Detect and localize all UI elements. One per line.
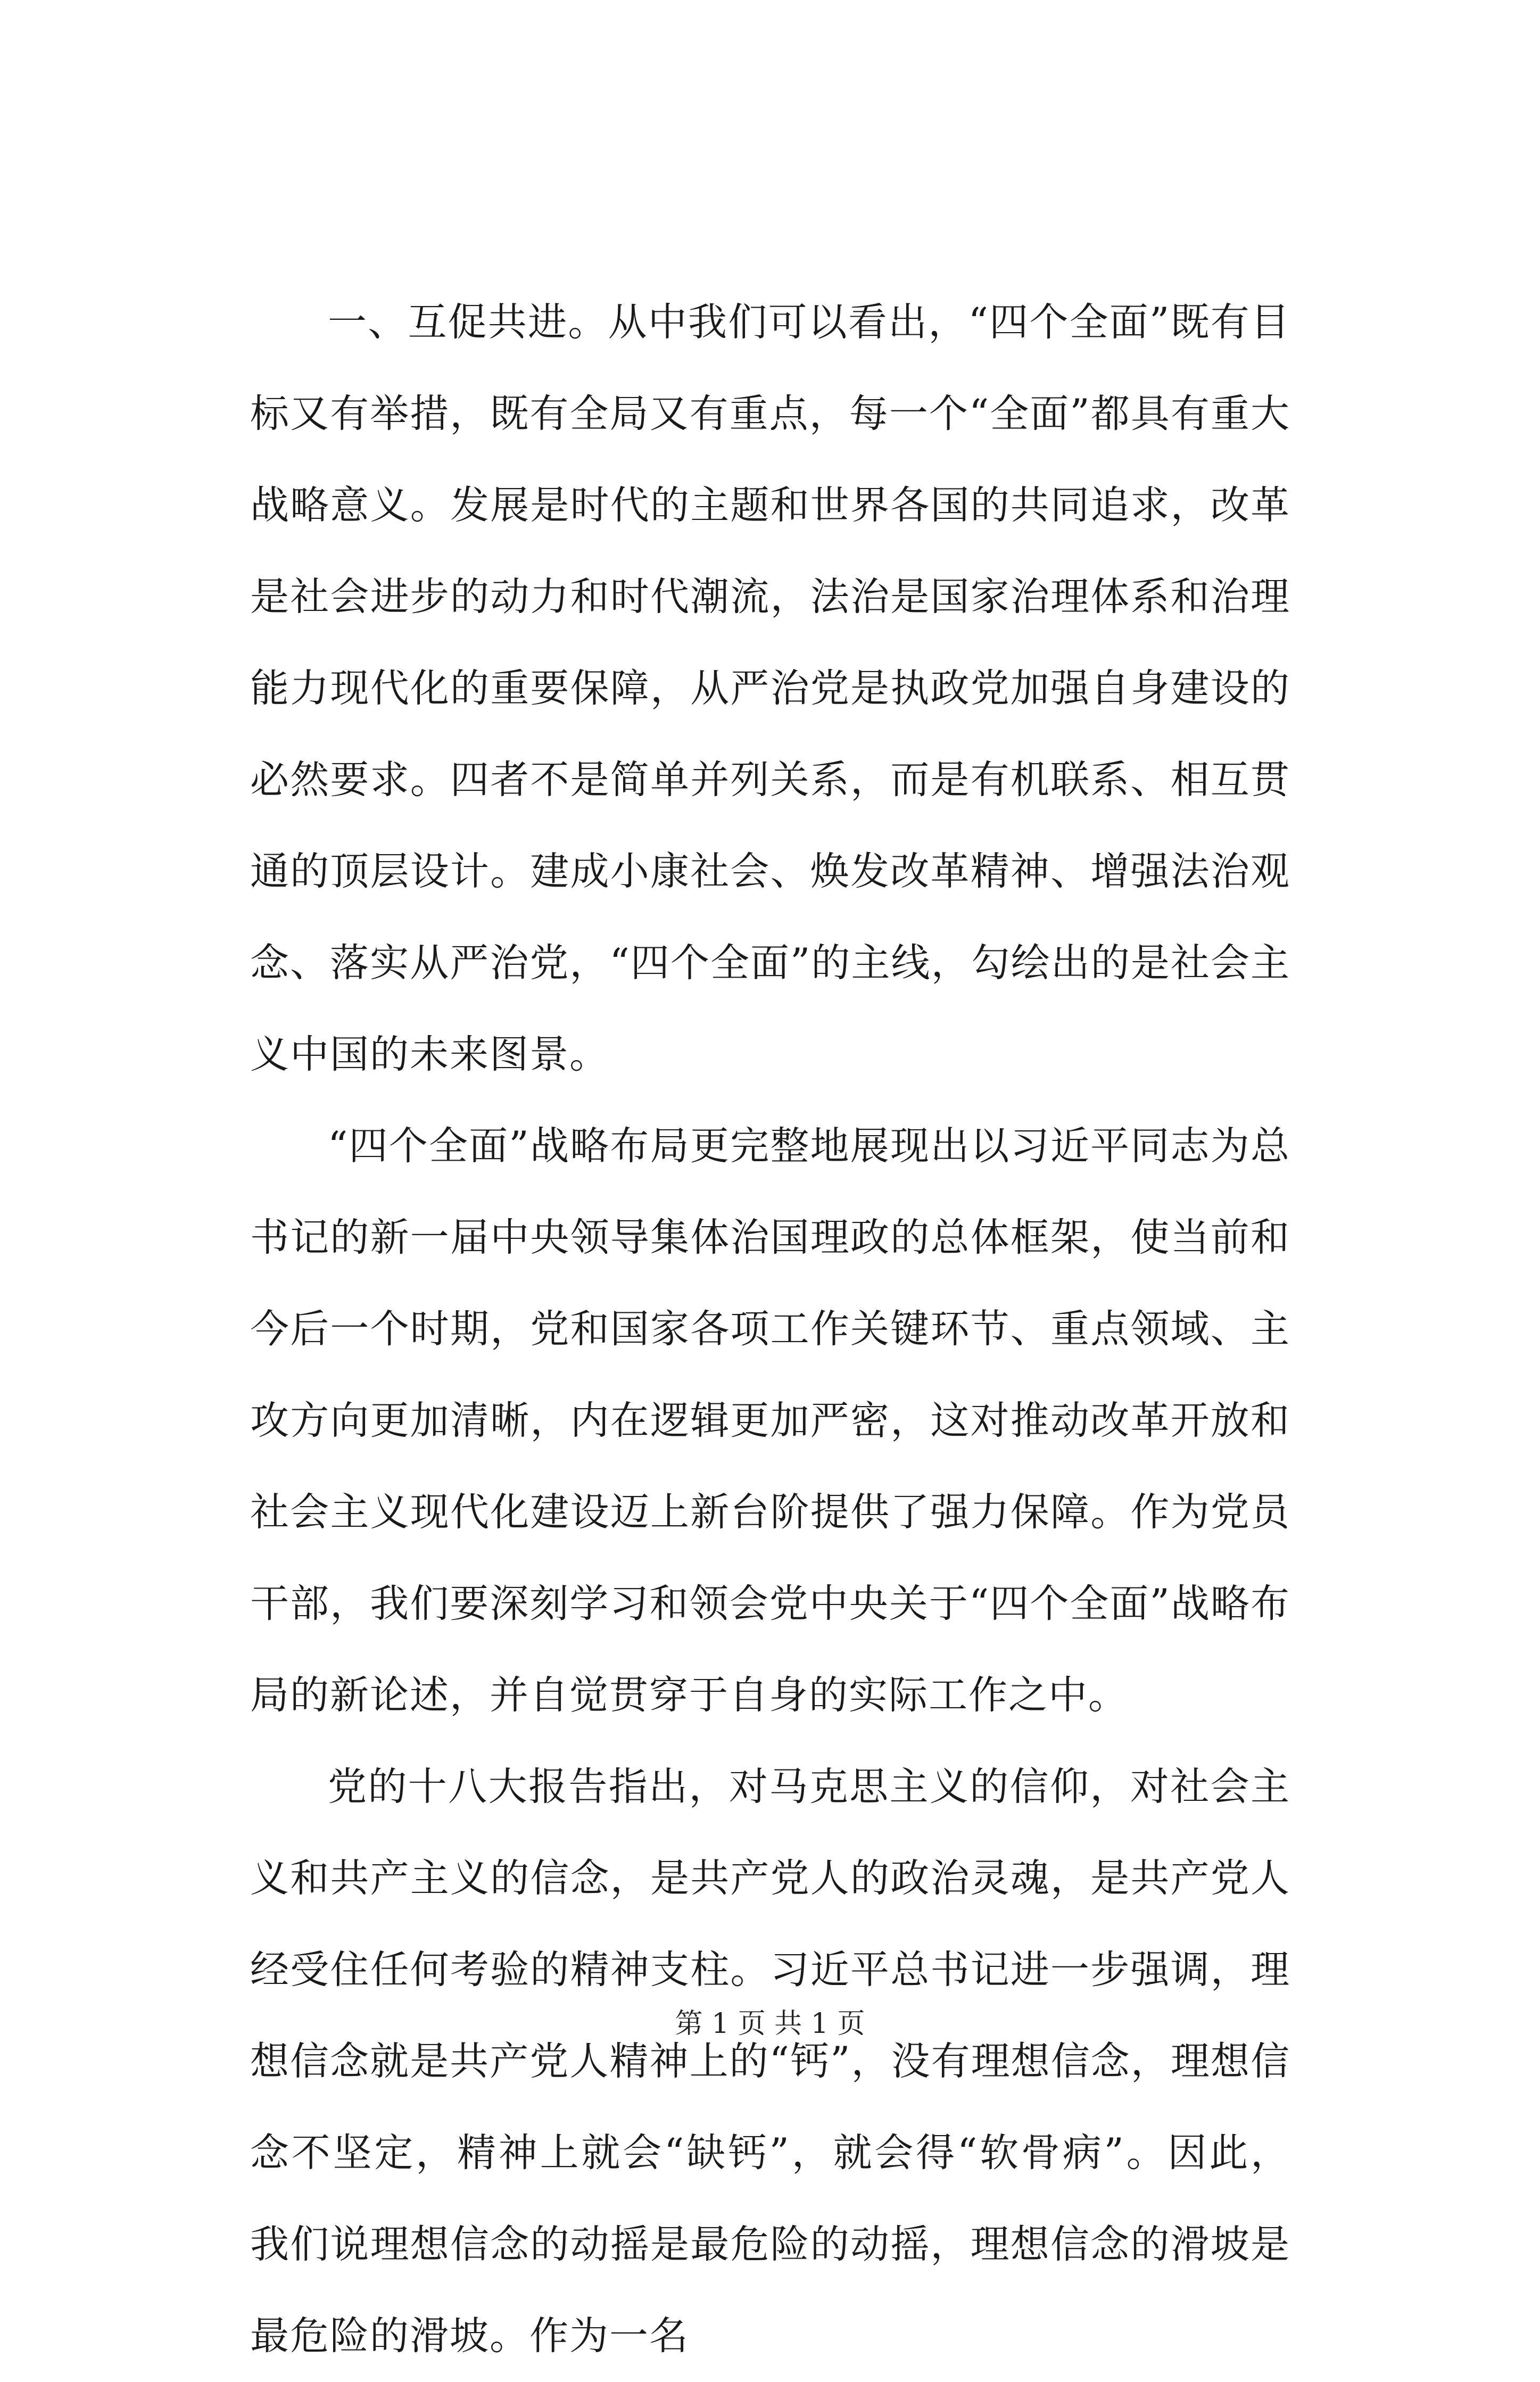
- page-footer: 第 1 页 共 1 页: [675, 2008, 865, 2040]
- document-body: [250, 277, 1290, 2382]
- paragraph-1: 一、互促共进。从中我们可以看出，“四个全面”既有目标又有举措，既有全局又有重点，每一个“全面”都具有重大战略意义。发展是时代的主题和世界各国的共同追求，改革是社会进步的动力和时代潮流，法治是国家治理体系和治理能力现代化的重要保障，从严治党是执政党加强自身建设的必然要求。四者不是简单并列关系，而是有机联系、相互贯通的顶层设计。建成小康社会、焕发改革精神、增强法治观念、落实从严治党，“四个全面”的主线，勾绘出的是社会主义中国的未来图景。: [250, 300, 1290, 1077]
- paragraph-2: “四个全面”战略布局更完整地展现出以习近平同志为总书记的新一届中央领导集体治国理政的总体框架，使当前和今后一个时期，党和国家各项工作关键环节、重点领域、主攻方向更加清晰，内在逻辑更加严密，这对推动改革开放和社会主义现代化建设迈上新台阶提供了强力保障。作为党员干部，我们要深刻学习和领会党中央关于“四个全面”战略布局的新论述，并自觉贯穿于自身的实际工作之中。: [250, 1123, 1290, 1718]
- paragraph-3: 党的十八大报告指出，对马克思主义的信仰，对社会主义和共产主义的信念，是共产党人的政治灵魂，是共产党人经受住任何考验的精神支柱。习近平总书记进一步强调，理想信念就是共产党人精神上的“钙”，没有理想信念，理想信念不坚定，精神上就会“缺钙”，就会得“软骨病”。因此，我们说理想信念的动摇是最危险的动摇，理想信念的滑坡是最危险的滑坡。作为一名: [250, 1764, 1290, 2359]
